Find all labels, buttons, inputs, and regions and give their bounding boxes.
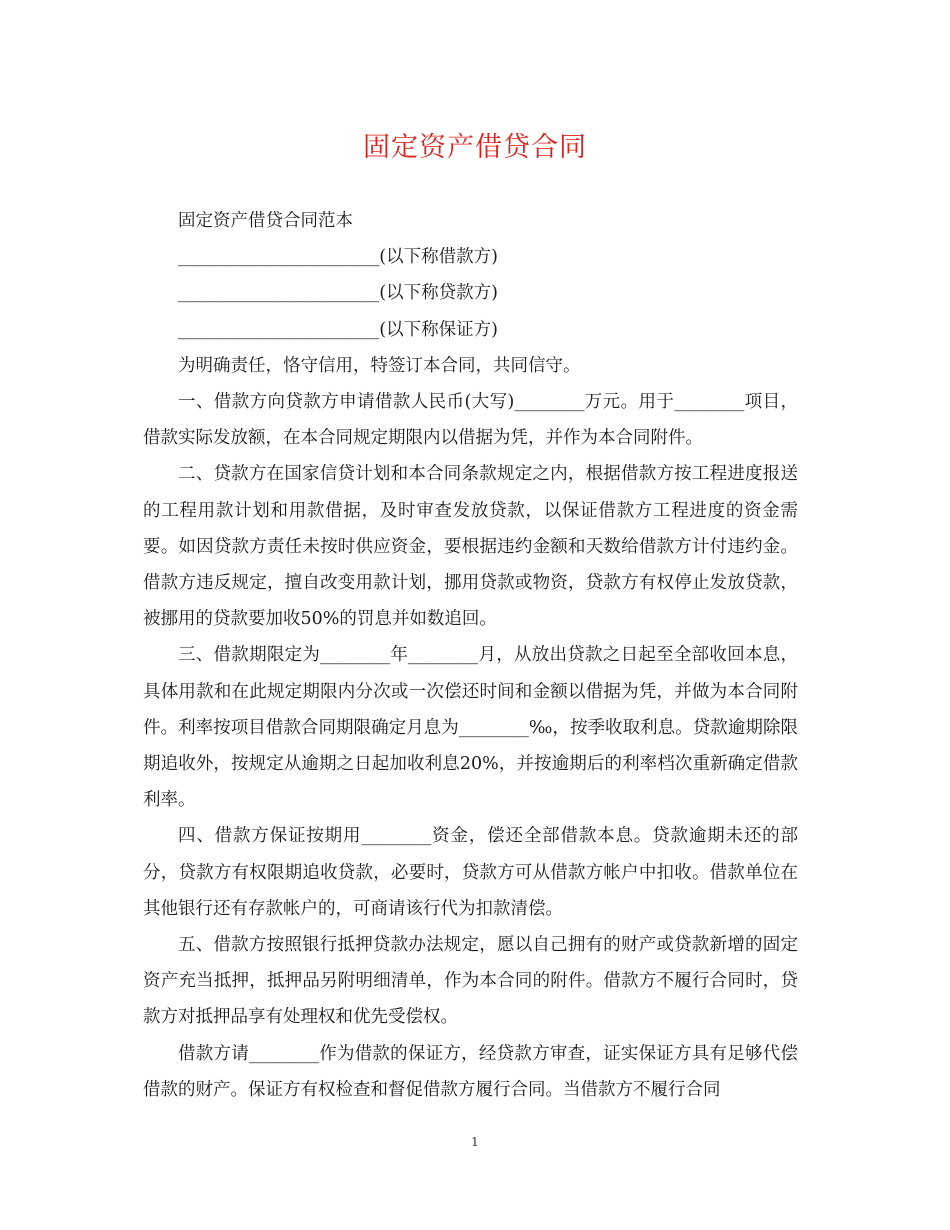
- subtitle-paragraph: 固定资产借贷合同范本: [178, 211, 353, 231]
- clause-4-paragraph: 四、借款方保证按期用________资金，偿还全部借款本息。贷款逾期未还的部分，贷款方有权限期追收贷款，必要时，贷款方可从借款方帐户中扣收。借款单位在其他银行还有存款帐户的，可商请该行代为扣款清偿。: [143, 826, 798, 919]
- clause-1-paragraph: 一、借款方向贷款方申请借款人民币(大写)________万元。用于________项目，借款实际发放额，在本合同规定期限内以借据为凭，并作为本合同附件。: [143, 392, 798, 449]
- borrower-line: _______________________(以下称借款方): [178, 247, 498, 268]
- page-number: 1: [471, 1135, 479, 1149]
- clause-2-paragraph: 二、贷款方在国家信贷计划和本合同条款规定之内，根据借款方按工程进度报送的工程用款计划和用款借据，及时审查发放贷款，以保证借款方工程进度的资金需要。如因贷款方责任未按时供应资金，要根据违约金额和天数给借款方计付违约金。借款方违反规定，擅自改变用款计划，挪用贷款或物资，贷款方有权停止发放贷款，被挪用的贷款要加收50%的罚息并如数追回。: [143, 464, 798, 630]
- guarantor-line: _______________________(以下称保证方): [178, 319, 498, 340]
- document-body: [143, 203, 798, 1108]
- preamble-paragraph: 为明确责任，恪守信用，特签订本合同，共同信守。: [178, 355, 581, 376]
- clause-3-paragraph: 三、借款期限定为________年________月，从放出贷款之日起至全部收回本息，具体用款和在此规定期限内分次或一次偿还时间和金额以借据为凭，并做为本合同附件。利率按项目借款合同期限确定月息为________‰，按季收取利息。贷款逾期除限期追收外，按规定从逾期之日起加收利息20%，并按逾期后的利率档次重新确定借款利率。: [143, 645, 798, 811]
- lender-line: _______________________(以下称贷款方): [178, 283, 498, 304]
- document-title: 固定资产借贷合同: [363, 132, 587, 163]
- clause-5-paragraph: 五、借款方按照银行抵押贷款办法规定，愿以自己拥有的财产或贷款新增的固定资产充当抵押，抵押品另附明细清单，作为本合同的附件。借款方不履行合同时，贷款方对抵押品享有处理权和优先受偿权。: [143, 935, 798, 1028]
- guarantee-paragraph: 借款方请________作为借款的保证方，经贷款方审查，证实保证方具有足够代偿借款的财产。保证方有权检查和督促借款方履行合同。当借款方不履行合同: [143, 1043, 798, 1100]
